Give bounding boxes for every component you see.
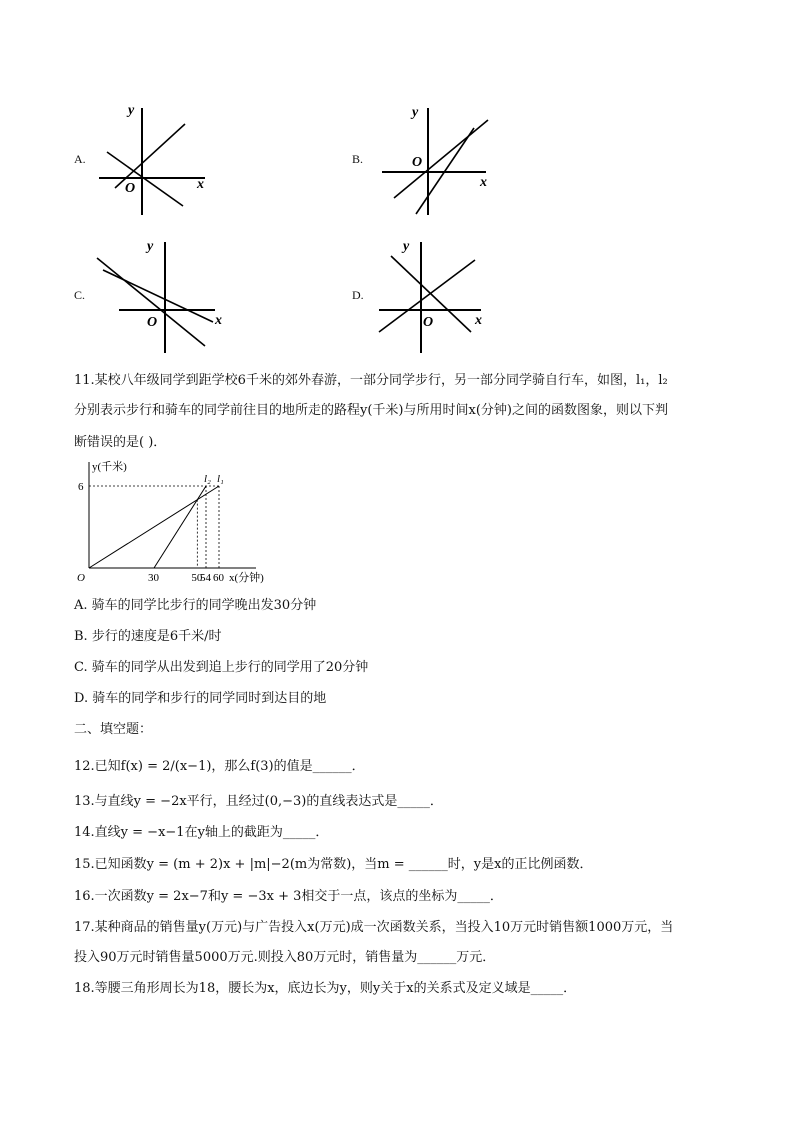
line-1 <box>394 120 488 198</box>
q11-option-c: C. 骑车的同学从出发到追上步行的同学用了20分钟 <box>74 660 369 675</box>
question-17-line-1: 17.某种商品的销售量y(万元)与广告投入x(万元)成一次函数关系，当投入10万元时销售额1000万元，当 <box>74 920 674 935</box>
q11-chart <box>70 458 270 588</box>
option-b-label: B. <box>352 152 364 166</box>
x-axis-label: x <box>215 313 222 328</box>
x-axis-label: x <box>197 177 204 192</box>
section-fill-blank-heading: 二、填空题： <box>74 722 153 737</box>
q11-option-d: D. 骑车的同学和步行的同学同时到达目的地 <box>74 691 327 706</box>
series-label-1: l₁ <box>217 473 224 485</box>
x-axis-label: x <box>480 175 487 190</box>
series-line-1 <box>89 486 219 568</box>
origin-label: O <box>125 181 136 196</box>
question-14: 14.直线y = −x−1在y轴上的截距为_____． <box>74 825 329 840</box>
q11-line-2: 分别表示步行和骑车的同学前往目的地所走的路程y(千米)与所用时间x(分钟)之间的函数图象，则以下判 <box>74 403 668 418</box>
y-axis-label: y <box>147 239 154 254</box>
option-b-graph <box>378 100 498 218</box>
question-18: 18.等腰三角形周长为18，腰长为x，底边长为y，则y关于x的关系式及定义域是_____． <box>74 981 577 996</box>
option-d-label: D. <box>352 288 364 302</box>
origin-label: O <box>412 155 423 170</box>
y-tick-label: 6 <box>78 481 84 493</box>
x-tick-label: 50 <box>191 572 203 584</box>
q11-option-a: A. 骑车的同学比步行的同学晚出发30分钟 <box>74 598 317 613</box>
y-axis-label: y <box>128 103 135 118</box>
option-d-graph <box>375 238 495 356</box>
option-a-graph <box>95 100 215 218</box>
question-15: 15.已知函数y = (m + 2)x + |m|−2(m为常数)，当m = ______时，y是x的正比例函数． <box>74 857 593 872</box>
line-1 <box>97 258 205 346</box>
q11-line-1: 11.某校八年级同学到距学校6千米的郊外春游，一部分同学步行，另一部分同学骑自行车，如图，l₁，l₂ <box>74 373 668 388</box>
y-axis-label: y(千米) <box>92 461 127 473</box>
question-12: 12.已知f(x) = 2/(x−1)，那么f(3)的值是______． <box>74 759 365 774</box>
x-tick-label: 54 <box>200 572 211 584</box>
series-line-2 <box>154 486 206 568</box>
origin-label: O <box>77 572 85 584</box>
question-17-line-2: 投入90万元时销售量5000万元.则投入80万元时，销售量为______万元． <box>74 950 496 965</box>
x-axis-label: x(分钟) <box>229 572 264 584</box>
origin-label: O <box>147 315 158 330</box>
question-16: 16.一次函数y = 2x−7和y = −3x + 3相交于一点，该点的坐标为_____． <box>74 889 503 904</box>
q11-option-b: B. 步行的速度是6千米/时 <box>74 629 222 644</box>
series-label-2: l₂ <box>204 473 211 485</box>
q11-chart-svg <box>70 458 270 588</box>
x-axis-label: x <box>475 313 482 328</box>
y-axis-label: y <box>412 105 419 120</box>
x-tick-label: 60 <box>213 572 224 584</box>
question-13: 13.与直线y = −2x平行，且经过(0,−3)的直线表达式是_____． <box>74 794 443 809</box>
x-tick-label: 30 <box>148 572 159 584</box>
option-c-graph <box>95 238 225 356</box>
option-a-label: A. <box>74 152 86 166</box>
line-2 <box>103 270 213 322</box>
origin-label: O <box>423 315 434 330</box>
y-axis-label: y <box>403 239 410 254</box>
q11-line-3: 断错误的是( )． <box>74 435 167 450</box>
option-c-label: C. <box>74 288 86 302</box>
